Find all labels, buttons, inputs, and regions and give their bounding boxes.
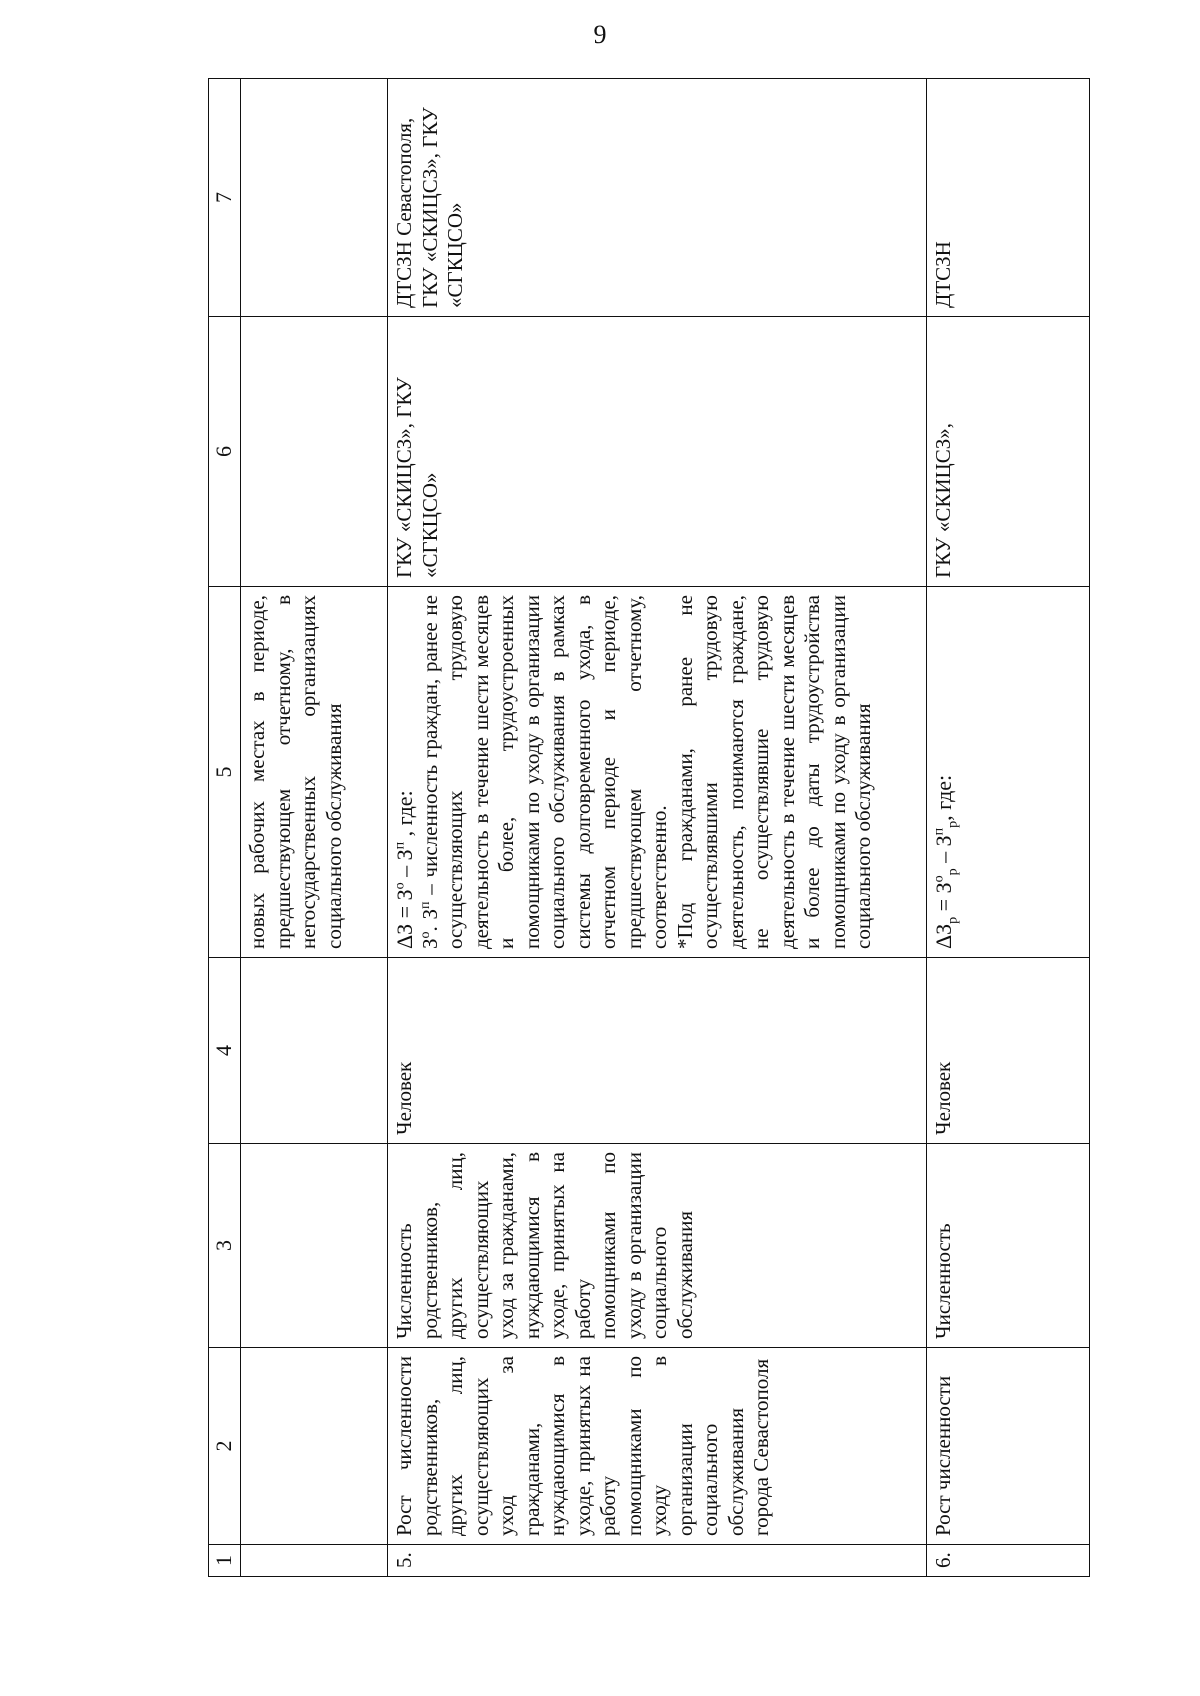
table-row-6 [927,79,1090,1577]
unit-of-measure: Человек [927,958,1090,1144]
indicator-name: Рост численности родственников, других лиц, осуществляющих уход за гражданами, нуждающимися в уходе, принятых на работу помощниками по уходу в организации социального обслуживания города Севастополя [388,1348,927,1545]
coexecutor-org: ДТСЗН [927,79,1090,317]
header-cell-2: 2 [209,1348,241,1545]
cell-empty [241,1545,388,1577]
header-cell-3: 3 [209,1144,241,1348]
indicator-description: Численность [927,1144,1090,1348]
indicator-description: Численность родственников, других лиц, осуществляющих уход за гражданами, нуждающимися в уходе, принятых на работу помощниками по уходу в организации социального обслуживания [388,1144,927,1348]
continued-formula-text: новых рабочих местах в периоде, предшествующем отчетному, в негосударственных организациях социального обслуживания [241,587,388,958]
header-cell-7: 7 [209,79,241,317]
indicator-name: Рост численности [927,1348,1090,1545]
responsible-org: ГКУ «СКИЦСЗ», [927,317,1090,587]
formula-definition: $З^о$. $З^п$ – численность граждан, ранее не осуществляющих трудовую деятельность в течение шести месяцев и более, трудоустроенных помощниками по уходу в организации социального обслуживания в рамках системы долговременного ухода, в отчетном периоде и периоде, предшествующем отчетному, соответственно. [417,595,671,949]
cell-empty [241,317,388,587]
row-number: 5. [388,1545,927,1577]
cell-empty [241,958,388,1144]
rotated-table-wrapper [208,79,1090,1577]
calculation-method [388,587,927,958]
cell-empty [241,79,388,317]
coexecutor-org: ДТСЗН Севастополя, ГКУ «СКИЦСЗ», ГКУ «СГКЦСО» [388,79,927,317]
header-cell-1: 1 [209,1545,241,1577]
header-cell-4: 4 [209,958,241,1144]
responsible-org: ГКУ «СКИЦСЗ», ГКУ «СГКЦСО» [388,317,927,587]
header-cell-6: 6 [209,317,241,587]
header-cell-5: 5 [209,587,241,958]
formula-line: $\Delta З = З^о - З^п$ , где: [392,790,417,949]
formula-line: $\Delta З_р = З^о_р - З^п_р$, где: [931,774,961,949]
page-number: 9 [593,20,607,49]
table-header-row [209,79,241,1577]
row-number: 6. [927,1545,1090,1577]
cell-empty [241,1144,388,1348]
table-row-5 [388,79,927,1577]
cell-empty [241,1348,388,1545]
formula-note: *Под гражданами, ранее не осуществлявшими трудовую деятельность, понимаются граждане, не осуществлявшие трудовую деятельность в течение шести месяцев и более до даты трудоустройства помощниками по уходу в организации социального обслуживания [672,595,875,949]
table-row-continued [241,79,388,1577]
calculation-method [927,587,1090,958]
indicators-table [208,78,1090,1577]
unit-of-measure: Человек [388,958,927,1144]
